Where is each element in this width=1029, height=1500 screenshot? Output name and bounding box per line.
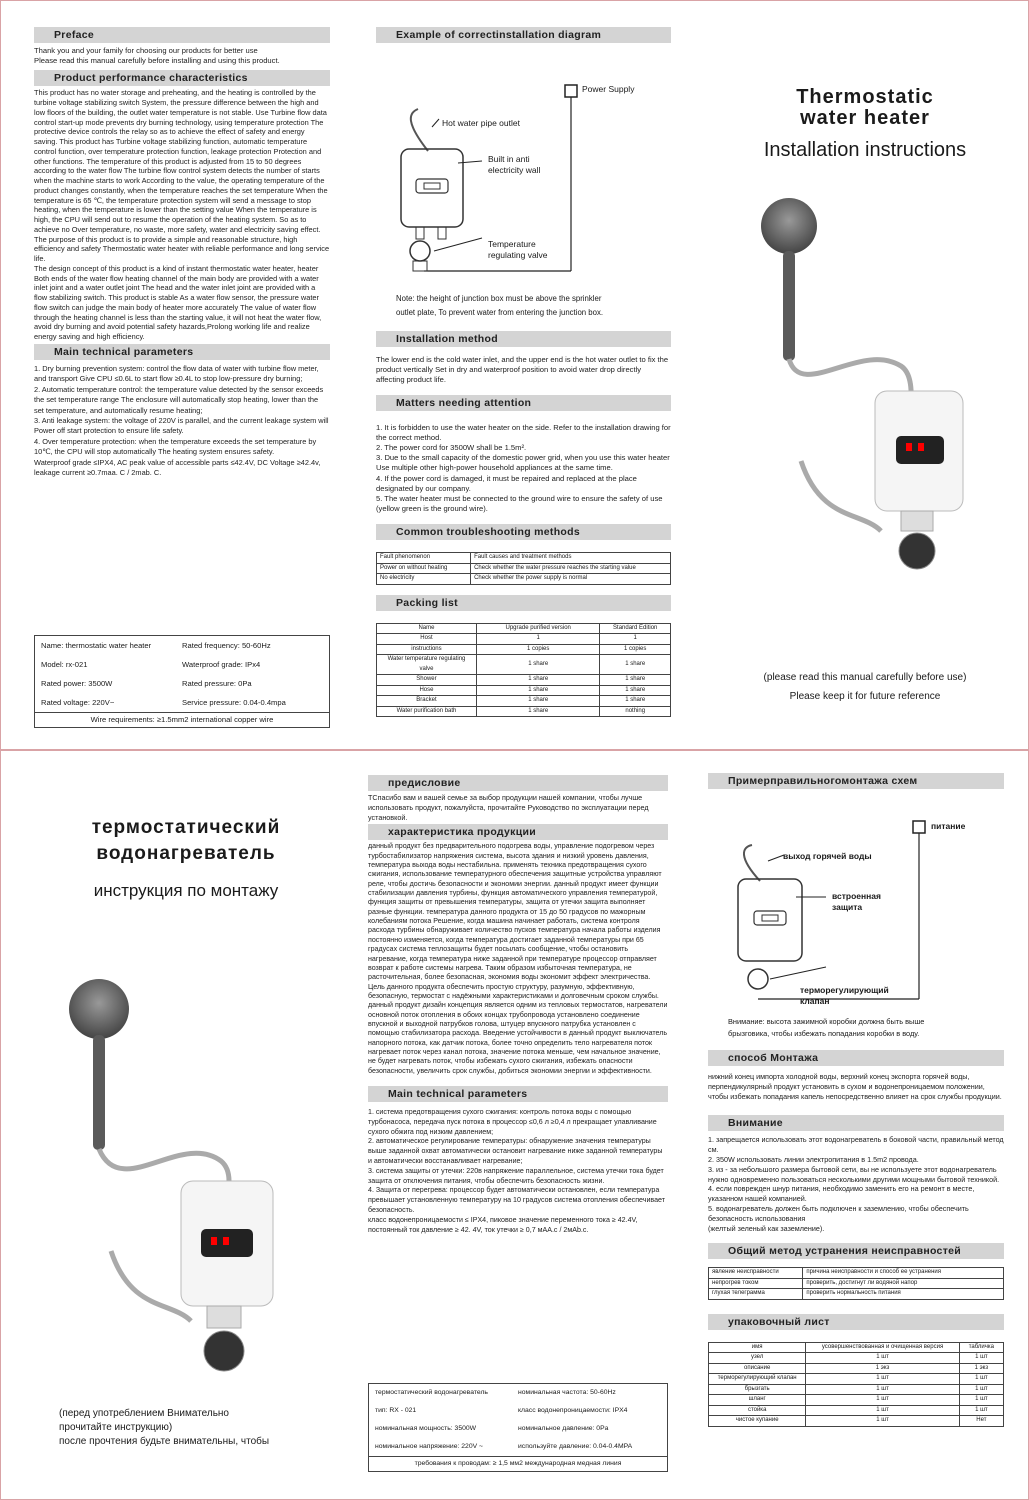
ru-attention-text: 1. запрещается использовать этот водонагреватель в боковой части, правильный метод см. 2. 350W использовать линии электропитания в 1.5m2 провода. 3. из - за небольшого размера бытовой сети, вы не используете этот водонагреватель нужно одновременно пользоваться несколькими другими мощными бытовой техникой. 4. если поврежден шнур питания, необходимо заменить его на ремонт в месте, указанном нашей компанией. 5. водонагреватель должен быть подключен к заземлению, чтобы обеспечить безопасность использования (желтый зеленый как заземление).: [708, 1135, 1004, 1233]
ru-protection-label: встроенная защита: [832, 891, 881, 912]
read-manual-note: (please read this manual carefully before use): [763, 672, 967, 683]
ru-installation-text: нижний конец импорта холодной воды, верхний конец экспорта горячей воды, перпендикулярный продукт установить в сухом и водонепроницаемом положении, чтобы избежать попадания капель непосредственно влияет на срок службы продукции.: [708, 1072, 1002, 1101]
ru-power-label: питание: [931, 821, 966, 831]
table-row: Hose 1 share 1 share: [377, 685, 671, 696]
table-row: No electricity Check whether the power supply is normal: [377, 574, 671, 585]
attention-heading: Matters needing attention: [376, 395, 671, 411]
ru-diagram-note: Внимание: высота зажимной коробки должна быть выше брызговика, чтобы избежать попадания коробки в воду.: [728, 1017, 925, 1038]
en-spec-box: [34, 635, 330, 728]
packing-list-table: [376, 623, 671, 718]
hot-water-outlet-label: Hot water pipe outlet: [442, 118, 520, 128]
spec-row: Rated power: 3500W Rated pressure: 0Pa: [41, 679, 252, 688]
table-row: шланг 1 шт 1 шт: [709, 1395, 1004, 1406]
ru-title-line-2: водонагреватель: [96, 843, 276, 864]
ru-right-column: [708, 773, 1004, 1483]
troubleshooting-table: [376, 552, 671, 585]
installation-diagram: [376, 43, 671, 288]
ru-attention-heading: Внимание: [708, 1115, 1004, 1131]
wire-requirements: Wire requirements: ≥1.5mm2 international copper wire: [35, 712, 329, 727]
ru-troubleshooting-heading: Общий метод устранения неисправностей: [708, 1243, 1004, 1259]
table-row: Shower 1 share 1 share: [377, 675, 671, 686]
cover-subtitle: Installation instructions: [763, 139, 967, 161]
ru-cover-note: (перед употреблением Внимательно прочитайте инструкцию) после прочтения будьте внимательны, чтобы: [59, 1408, 270, 1447]
table-row: глухая телеграмма проверить нормальность питания: [709, 1289, 1004, 1300]
installation-method-heading: Installation method: [376, 331, 671, 347]
table-row: описание 1 экз 1 экз: [709, 1363, 1004, 1374]
spec-row: Name: thermostatic water heater Rated frequency: 50-60Hz: [41, 641, 271, 650]
temperature-valve-label: Temperature regulating valve: [488, 239, 548, 260]
table-row: Host 1 1: [377, 634, 671, 645]
attention-text: 1. It is forbidden to use the water heater on the side. Refer to the installation drawing for the correct method. 2. The power cord for 3500W shall be 1.5m². 3. Due to the small capacity of the domestic power grid, when you use this water heater Use multiple other high-power household appliances at the same time. 4. If the power cord is damaged, it must be repaired and replaced at the place designated by our company. 5. The water heater must be connected to the ground wire to ensure the safety of use (yellow green is the ground wire).: [376, 422, 671, 514]
preface-text: Thank you and your family for choosing our products for better use Please read this manual carefully before installing and using this product.: [34, 46, 280, 66]
ru-diagram-heading: Примерправильногомонтажа схем: [708, 773, 1004, 789]
ru-installation-heading: способ Монтажа: [708, 1050, 1004, 1066]
tech-params-text: 1. Dry burning prevention system: control the flow data of water with turbine flow meter, and transport Give CPU ≤0.6L to start flow ≥0.4L to stop low-pressure dry burning; 2. Automatic temperature control: the temperature value detected by the sensor exceeds the set temperature range The enclosure will automatically stop heating, lower than the set temperature, and automatically resume heating; 3. Anti leakage system: the voltage of 220V is parallel, and the current leakage system will Power off start protection to ensure life safety. 4. Over temperature protection: when the temperature exceeds the set temperature by 10℃, the CPU will stop automatically The heating system ensures safety. Waterproof grade ≤IPX4, AC peak value of accessible parts ≤42.4V, DC Voltage ≥42.4v, leakage current ≥0.7maa. C / 2mab. C.: [34, 363, 329, 477]
title-line-1: Thermostatic: [796, 86, 934, 108]
table-row: имя усовершенствованная и очищенная версия табличка: [709, 1342, 1004, 1353]
packing-list-heading: Packing list: [376, 595, 671, 611]
ru-troubleshooting-table: [708, 1267, 1004, 1300]
ru-installation-diagram: [708, 789, 1004, 1014]
table-row: стойка 1 шт 1 шт: [709, 1405, 1004, 1416]
ru-characteristics-text: данный продукт без предварительного подогрева воды, управление подогревом через турбостабилизатор напряжения система, высота здания и низкий уровень давления, температура выхода воды нестабильна. применять техника предотвращения сухого сжигания, использование температурного обеспечения защитные устройства управляют реле, чтобы достичь безопасности и экономии энергии. данный продукт имеет функции стабилизации давления турбины, функция автоматического управления температурой, функция защиты от превышения температуры, защита от утечки защита выполняет разные функции. температура данного продукта от 15 до 50 градусов по мажорным колебаниям потока Решение, когда машина начинает работать, система контроля расхода турбины обнаруживает количество пусков температура начала работы изделия постоянно изменяется, когда температура достигает заданной температуры при 65 градусах система теплозащиты будет посылать сообщение, чтобы остановить нагревание, когда температура ниже заданной при температуре процессор отправляет возврат к работе системы нагрева. Таким образом избыточная температура, не расточительная, более безопасная, экономия воды экономит эффект электричества. Цель данного продукта обеспечить простую структуру, разумную, эффективную, безопасную, термостат с надёжными характеристиками и долговечным сроком службы. данный продукт дизайн концепция является одним из тепловых термостатов, нагреватели основной поток отопления в обоих концах трубопровода установлено соединение впускной и выходной патрубков голова, штуцер впускного патрубка установлен с помощью стабилизатора расхода. Введение устойчивости в данный продукт выключатель напорного потока, как датчик потока, более точно определить тело нагревателя поток нагревает поток через канал потока, значение потока меньше, чем начальное значение, не будет нагревать поток, чтобы избежать сухого сжигания, избежать опасности безопасности, увеличить срок службы, добиться экономии энергии и эффективности.: [368, 842, 668, 1075]
performance-text: This product has no water storage and preheating, and the heating is controlled by the turbine voltage stabilizing switch System, the pressure difference between the high and low floors of the building, the outlet water temperature is not stable. Use Turbine flow data control start-up mode prevents dry burning technology, using temperature protection The protective device controls the relay so as to achieve the effect of safety and energy saving. This product has Turbine voltage stabilizing function, automatic temperature control function, over temperature protection function, leakage protection Protection and other functions. The temperature of this product is adjusted from 15 to 50 degrees according to the water flow The turbine flow control system detects the number of starts when the machine starts to work According to the value, the operating temperature of the product changes constantly, when the temperature reaches the set temperature When the temperature is 65 ℃, the temperature protection system will send a message to stop heating, when the temperature is lower than the setting value When the temperature is high, the CPU will send out to resume the operation of the heating system. So as to achieve no Over temperature, no waste, more safety, water and electricity saving effect. The purpose of this product is to provide a simple and reasonable structure, high efficiency and safety Thermostatic water heater with reliable performance and long service life. The design concept of this product is a kind of instant thermostatic water heater, heater Both ends of the water flow heating channel of the main body are provided with a water inlet joint and a water outlet joint The head and the water inlet joint are provided with a flow stabilizing switch. This product is stable As a water flow sensor, the pressure water flow switch can judge the main body of heater more accurately The value of water flow through the heating channel is less than the starting value, it will not heat the water flow, avoid dry burning and avoid potential safety hazards,Prolong working life and realize energy saving and high efficiency.: [34, 88, 330, 342]
table-row: чистое купание 1 шт Нет: [709, 1416, 1004, 1427]
ru-title-line-1: термостатический: [91, 817, 281, 838]
table-row: Water temperature regulating valve 1 share 1 share: [377, 655, 671, 675]
table-row: instructions 1 copies 1 copies: [377, 644, 671, 655]
table-row: Bracket 1 share 1 share: [377, 696, 671, 707]
ru-preface-heading: предисловие: [368, 775, 668, 791]
ru-preface-text: ТСпасибо вам и вашей семье за выбор продукции нашей компании, чтобы лучше использовать продукт, пожалуйста, прочитайте Руководство по эксплуатации перед установкой.: [368, 793, 649, 822]
spec-row: номинальная мощность: 3500W номинальное давление: 0Pa: [375, 1425, 609, 1432]
table-row: узел 1 шт 1 шт: [709, 1353, 1004, 1364]
diagram-heading: Example of correctinstallation diagram: [376, 27, 671, 43]
spec-row: термостатический водонагреватель номинальная частота: 50-60Hz: [375, 1389, 616, 1396]
ru-middle-column: [368, 775, 668, 1485]
russian-sheet: [0, 750, 1029, 1500]
ru-tech-params-heading: Main technical parameters: [368, 1086, 668, 1102]
preface-heading: Preface: [34, 27, 330, 43]
table-row: непрогрев током проверить, достигнут ли водяной напор: [709, 1278, 1004, 1289]
ru-spec-box: [368, 1383, 668, 1472]
title-line-2: water heater: [800, 107, 930, 129]
table-row: терморегулирующий клапан 1 шт 1 шт: [709, 1374, 1004, 1385]
en-left-column: [34, 27, 330, 732]
ru-characteristics-heading: характеристика продукции: [368, 824, 668, 840]
spec-row: номинальное напряжение: 220V ~ используйте давление: 0.04-0.4MPA: [375, 1443, 633, 1450]
en-middle-column: [376, 27, 671, 732]
spec-row: тип: RX - 021 класс водонепроницаемости: IPX4: [375, 1407, 628, 1414]
tech-params-heading: Main technical parameters: [34, 344, 330, 360]
spec-row: Rated voltage: 220V~ Service pressure: 0.04-0.4mpa: [41, 698, 286, 707]
keep-reference-note: Please keep it for future reference: [789, 691, 941, 702]
spec-row: Model: rx-021 Waterproof grade: IPx4: [41, 660, 261, 669]
ru-wire-requirements: требования к проводам: ≥ 1,5 мм2 международная медная линия: [369, 1456, 667, 1471]
table-row: брызгать 1 шт 1 шт: [709, 1384, 1004, 1395]
ru-water-heater-image: [61, 971, 291, 1411]
performance-heading: Product performance characteristics: [34, 70, 330, 86]
table-row: Name Upgrade purified version Standard Edition: [377, 623, 671, 634]
troubleshooting-heading: Common troubleshooting methods: [376, 524, 671, 540]
en-cover-notes: [701, 668, 1029, 706]
ru-tech-params-text: 1. система предотвращения сухого сжигания: контроль потока воды с помощью турбонасоса, передача пуск потока в процессор ≤0,6 л ≥0,4 л прекращает улавливание сухого обжига под низким давлением; 2. автоматическое регулирование температуры: обнаружение значения температуры выше заданной охват автоматически остановит нагревание ниже заданной температуры и автоматически восстанавливает нагревание; 3. система защиты от утечки: 220в напряжение параллельное, система утечки тока будет защита от отключения питания, чтобы обеспечить безопасность жизни. 4. Защита от перегрева: процессор будет автоматически остановлен, если температура превышает установленную температуру на 10 градусов система отопления обеспечивает безопасность. класс водонепроницаемости ≤ IPX4, пиковое значение переменного тока ≥ 42.4V, постоянный ток давление ≥ 42. 4V, ток утечки ≥ 0,7 мАА.с / 2мАb.с.: [368, 1107, 666, 1234]
en-cover-title: [701, 87, 1029, 162]
anti-electricity-wall-label: Built in anti electricity wall: [488, 154, 541, 175]
ru-cover-title: [41, 815, 331, 901]
ru-packing-table: [708, 1342, 1004, 1427]
table-row: Power on without heating Check whether the water pressure reaches the starting value: [377, 563, 671, 574]
ru-hot-water-label: выход горячей воды: [783, 851, 872, 861]
table-row: Fault phenomenon Fault causes and treatment methods: [377, 553, 671, 564]
ru-valve-label: терморегулирующий клапан: [800, 985, 889, 1006]
diagram-note: Note: the height of junction box must be above the sprinkler outlet plate, To prevent water from entering the junction box.: [396, 294, 604, 317]
table-row: Water purification bath 1 share nothing: [377, 706, 671, 717]
water-heater-image: [741, 191, 971, 611]
power-supply-label: Power Supply: [582, 84, 635, 94]
installation-method-text: The lower end is the cold water inlet, and the upper end is the hot water outlet to fix the product vertically Set in dry and waterproof position to avoid water drop directly affecting product life.: [376, 355, 669, 385]
table-row: явление неисправности причина неисправности и способ ее устранения: [709, 1268, 1004, 1279]
ru-packing-heading: упаковочный лист: [708, 1314, 1004, 1330]
ru-cover-subtitle: инструкция по монтажу: [93, 881, 279, 900]
